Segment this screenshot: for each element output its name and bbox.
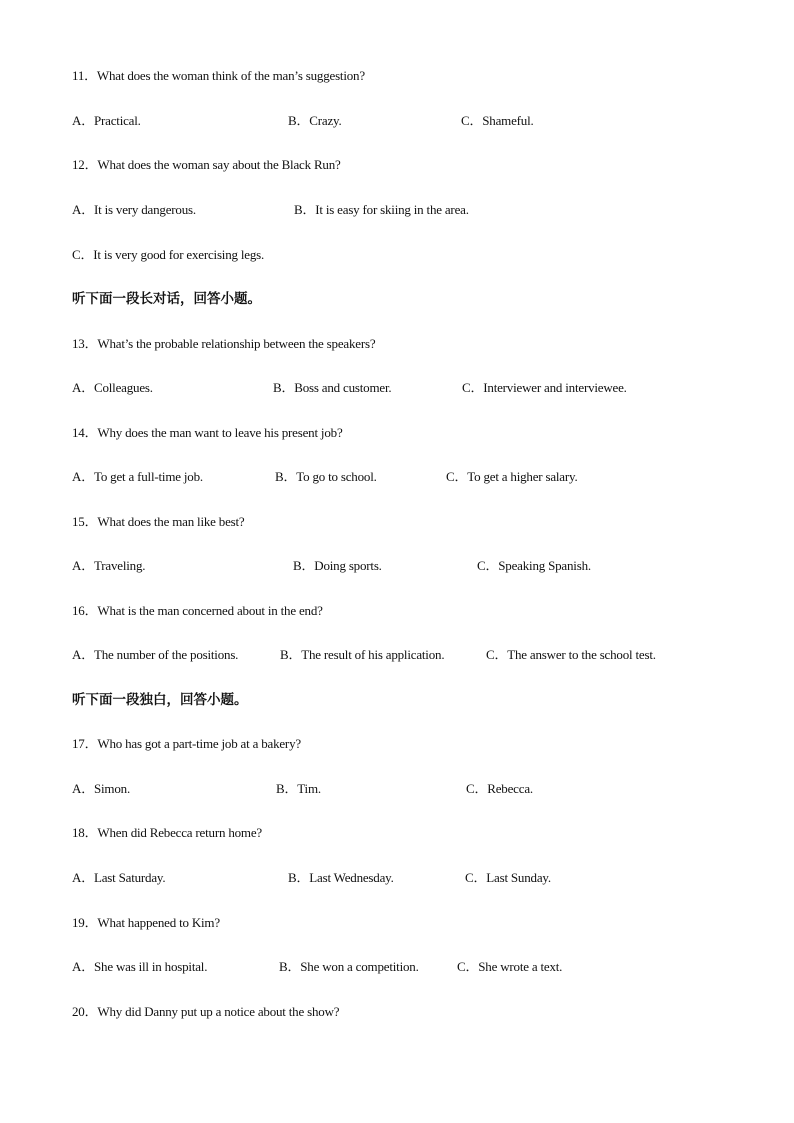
option-16-c: C．The answer to the school test.: [486, 647, 656, 662]
question-number: 18．: [72, 825, 98, 840]
option-18-c: C．Last Sunday.: [465, 870, 551, 885]
option-14-c: C．To get a higher salary.: [446, 469, 578, 484]
question-text: What happened to Kim?: [97, 915, 220, 930]
option-11-a: A．Practical.: [72, 113, 141, 128]
question-12: [72, 157, 341, 173]
question-15: [72, 514, 245, 530]
section-heading-dialogue: 听下面一段长对话，回答小题。: [72, 291, 261, 307]
question-number: 12．: [72, 157, 98, 172]
question-text: Why does the man want to leave his present job?: [97, 425, 343, 440]
option-14-b: B．To go to school.: [275, 469, 377, 484]
option-17-a: A．Simon.: [72, 781, 130, 796]
option-13-a: A．Colleagues.: [72, 380, 153, 395]
question-text: What does the man like best?: [97, 514, 245, 529]
option-17-b: B．Tim.: [276, 781, 321, 796]
question-19: [72, 915, 220, 931]
option-19-a: A．She was ill in hospital.: [72, 959, 208, 974]
question-16: [72, 603, 323, 619]
question-number: 20．: [72, 1004, 98, 1019]
question-number: 13．: [72, 336, 98, 351]
question-text: What does the woman think of the man’s suggestion?: [96, 68, 365, 83]
option-14-a: A．To get a full-time job.: [72, 469, 203, 484]
question-text: What is the man concerned about in the end?: [97, 603, 323, 618]
question-17: [72, 736, 301, 752]
question-14: [72, 425, 343, 441]
question-text: Why did Danny put up a notice about the show?: [97, 1004, 340, 1019]
option-11-c: C．Shameful.: [461, 113, 534, 128]
option-12-c: C．It is very good for exercising legs.: [72, 247, 265, 262]
option-15-c: C．Speaking Spanish.: [477, 558, 591, 573]
question-number: 16．: [72, 603, 98, 618]
option-16-b: B．The result of his application.: [280, 647, 445, 662]
option-13-b: B．Boss and customer.: [273, 380, 392, 395]
question-number: 19．: [72, 915, 98, 930]
question-20: [72, 1004, 339, 1020]
option-13-c: C．Interviewer and interviewee.: [462, 380, 627, 395]
question-text: What does the woman say about the Black Run?: [97, 157, 341, 172]
question-number: 11．: [72, 68, 97, 83]
option-19-c: C．She wrote a text.: [457, 959, 563, 974]
option-18-a: A．Last Saturday.: [72, 870, 166, 885]
question-number: 14．: [72, 425, 98, 440]
question-text: Who has got a part-time job at a bakery?: [97, 736, 301, 751]
question-11: [72, 68, 365, 84]
question-number: 17．: [72, 736, 98, 751]
option-15-b: B．Doing sports.: [293, 558, 382, 573]
option-16-a: A．The number of the positions.: [72, 647, 239, 662]
question-text: What’s the probable relationship between the speakers?: [97, 336, 376, 351]
option-12-b: B．It is easy for skiing in the area.: [294, 202, 469, 217]
option-18-b: B．Last Wednesday.: [288, 870, 394, 885]
question-number: 15．: [72, 514, 98, 529]
option-17-c: C．Rebecca.: [466, 781, 533, 796]
option-15-a: A．Traveling.: [72, 558, 146, 573]
option-11-b: B．Crazy.: [288, 113, 342, 128]
question-18: [72, 825, 262, 841]
question-13: [72, 336, 375, 352]
option-12-a: A．It is very dangerous.: [72, 202, 196, 217]
question-text: When did Rebecca return home?: [97, 825, 262, 840]
section-heading-monologue: 听下面一段独白，回答小题。: [72, 692, 248, 708]
option-19-b: B．She won a competition.: [279, 959, 419, 974]
